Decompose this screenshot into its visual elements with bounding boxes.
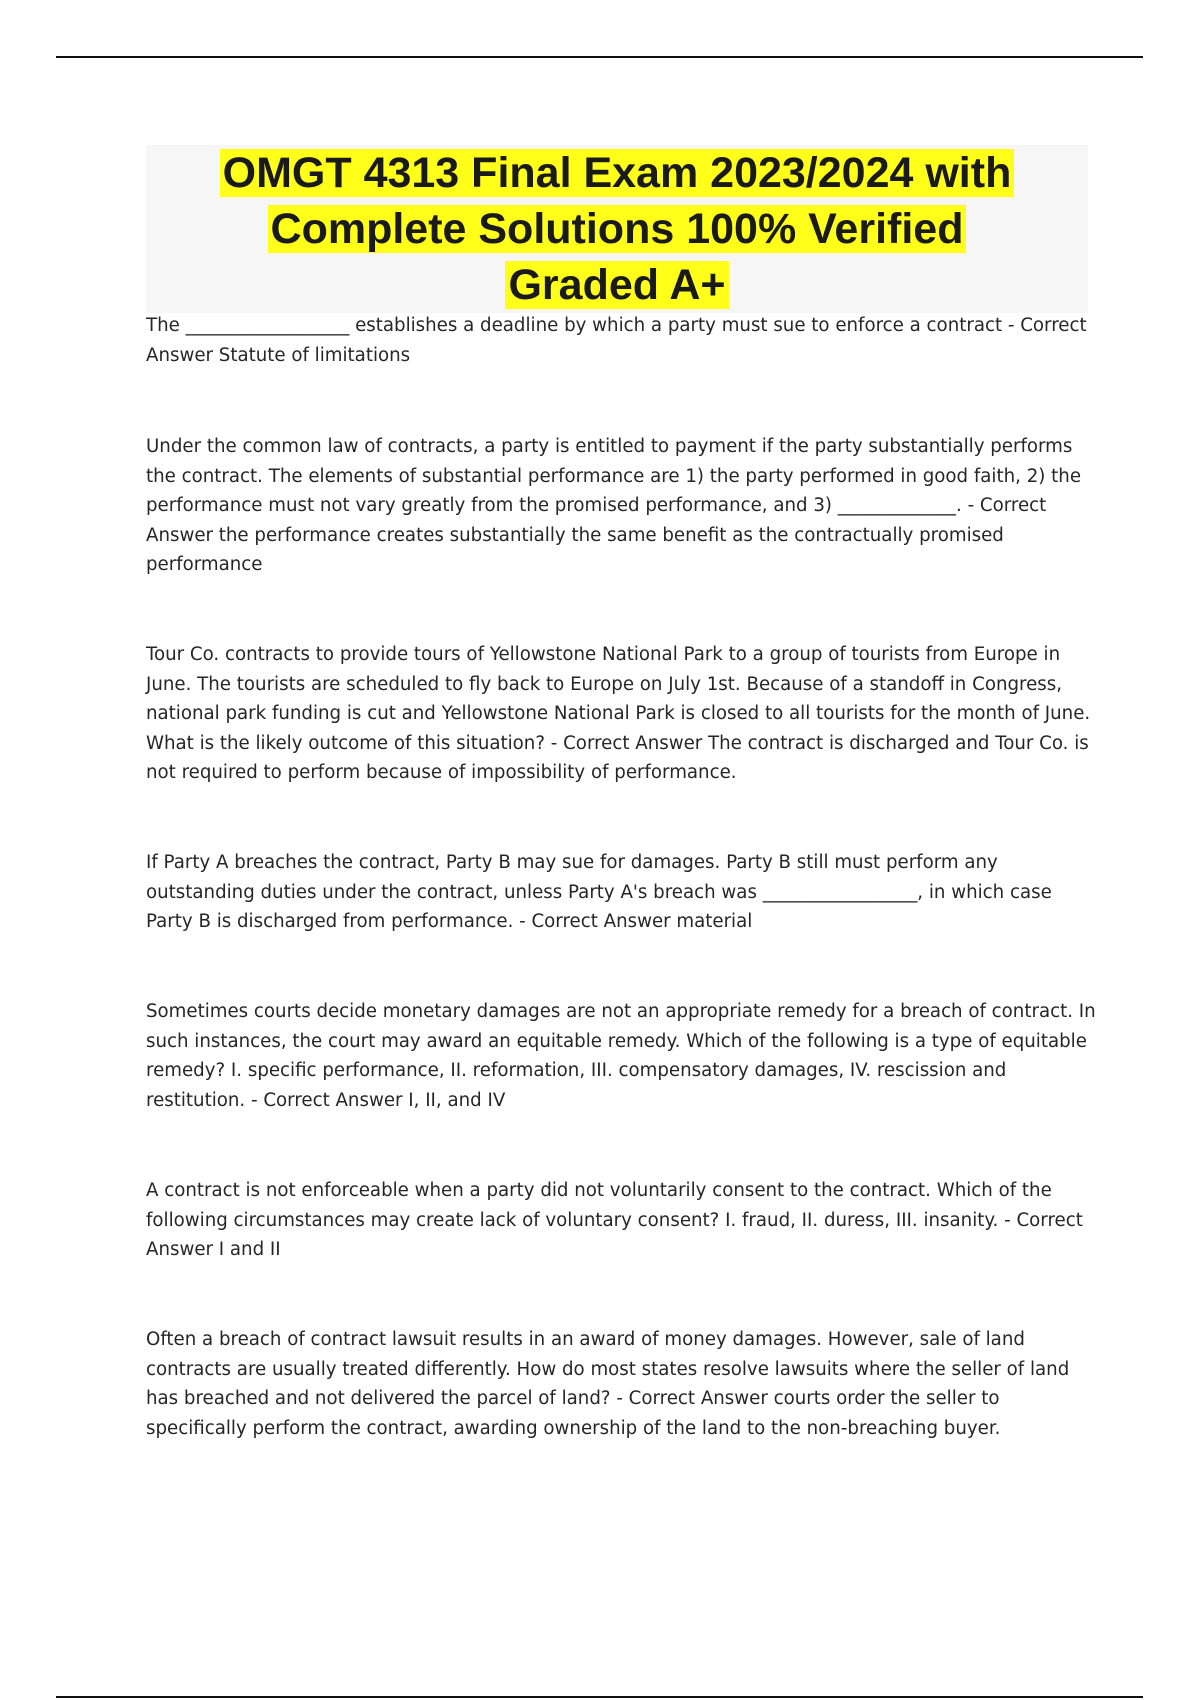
- qa-item-3: [146, 640, 1096, 788]
- qa-text: The __________________ establishes a deadline by which a party must sue to enforce a contract - Correct Answer Statute of limitations: [146, 315, 1087, 366]
- qa-text: If Party A breaches the contract, Party B may sue for damages. Party B still must perform any outstanding duties under the contract, unless Party A's breach was _________________, in which case Party B is discharged from performance. - Correct Answer material: [146, 852, 1052, 932]
- qa-text: Tour Co. contracts to provide tours of Yellowstone National Park to a group of tourists from Europe in June. The tourists are scheduled to fly back to Europe on July 1st. Because of a standoff in Congress, national park funding is cut and Yellowstone National Park is closed to all tourists for the month of June. What is the likely outcome of this situation? - Correct Answer The contract is discharged and Tour Co. is not required to perform because of impossibility of performance.: [146, 644, 1091, 783]
- title-line-1: OMGT 4313 Final Exam 2023/2024 with: [220, 149, 1015, 197]
- qa-item-1: [146, 311, 1096, 370]
- qa-text: Under the common law of contracts, a party is entitled to payment if the party substantially performs the contract. The elements of substantial performance are 1) the party performed in good faith, 2) the performance must not vary greatly from the promised performance, and 3) _____________. - Correct Answer the performance creates substantially the same benefit as the contractually promised performance: [146, 436, 1082, 575]
- title-line-3: Graded A+: [505, 261, 728, 309]
- qa-item-5: [146, 997, 1096, 1115]
- document-title: [146, 145, 1088, 313]
- qa-item-7: [146, 1325, 1096, 1443]
- qa-item-4: [146, 848, 1096, 937]
- qa-text: Sometimes courts decide monetary damages are not an appropriate remedy for a breach of contract. In such instances, the court may award an equitable remedy. Which of the following is a type of equitable remedy? I. specific performance, II. reformation, III. compensatory damages, IV. rescission and restitution. - Correct Answer I, II, and IV: [146, 1001, 1096, 1111]
- qa-item-6: [146, 1176, 1096, 1265]
- bottom-horizontal-rule: [56, 1696, 1143, 1698]
- qa-item-2: [146, 432, 1096, 580]
- title-line-2: Complete Solutions 100% Verified: [268, 205, 967, 253]
- qa-text: A contract is not enforceable when a party did not voluntarily consent to the contract. Which of the following circumstances may create lack of voluntary consent? I. fraud, II. duress, III. insanity. - Correct Answer I and II: [146, 1180, 1083, 1260]
- title-block: [146, 145, 1088, 313]
- qa-text: Often a breach of contract lawsuit results in an award of money damages. However, sale of land contracts are usually treated differently. How do most states resolve lawsuits where the seller of land has breached and not delivered the parcel of land? - Correct Answer courts order the seller to specifically perform the contract, awarding ownership of the land to the non-breaching buyer.: [146, 1329, 1070, 1439]
- top-horizontal-rule: [56, 56, 1143, 58]
